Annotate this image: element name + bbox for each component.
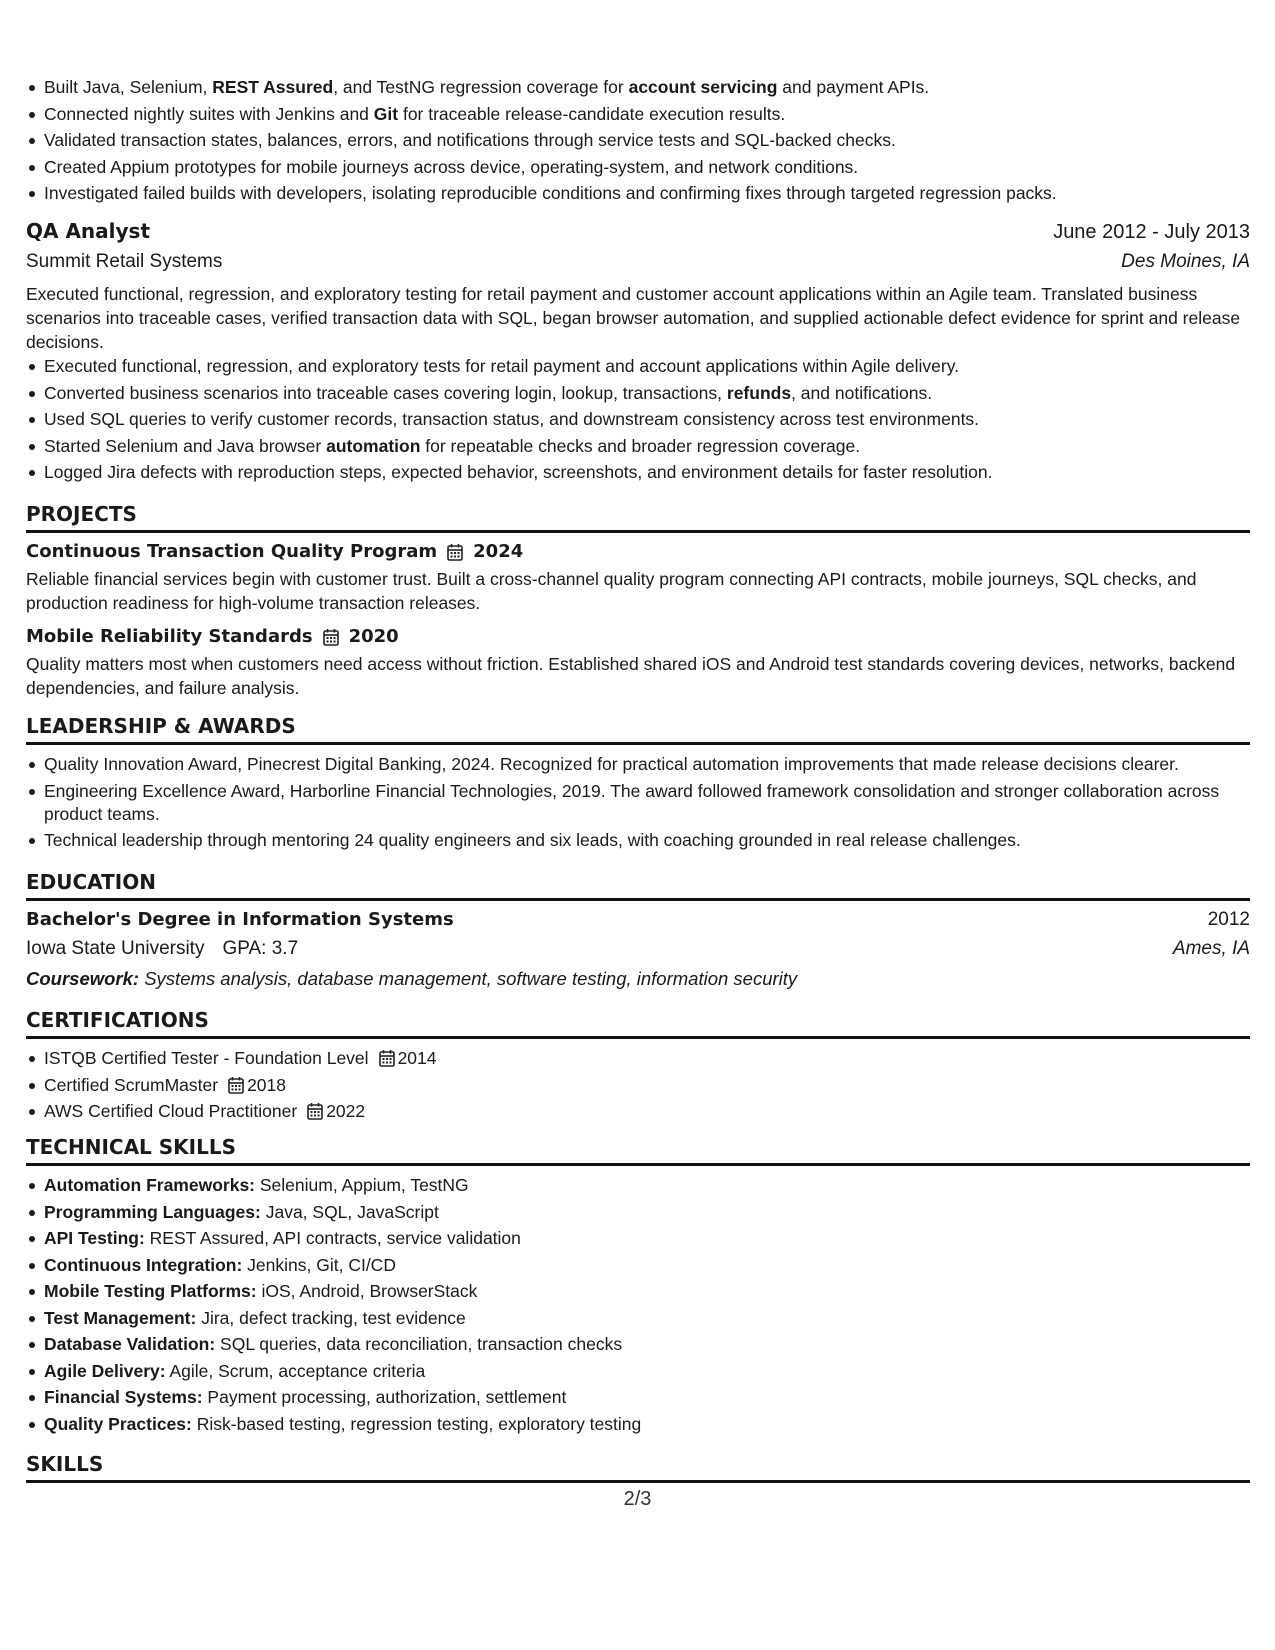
- coursework-list: Systems analysis, database management, software testing, information security: [144, 968, 798, 989]
- certification-year: 2018: [247, 1074, 287, 1095]
- skill-item: [26, 1333, 1250, 1356]
- skill-values: Selenium, Appium, TestNG: [255, 1175, 469, 1195]
- project-name: Continuous Transaction Quality Program: [26, 541, 438, 562]
- skill-values: Risk-based testing, regression testing, exploratory testing: [191, 1413, 642, 1434]
- project-entry: [26, 541, 1250, 615]
- gpa: GPA: 3.7: [222, 938, 299, 959]
- skill-item: [26, 1174, 1250, 1197]
- section-heading-education: EDUCATION: [26, 870, 1250, 901]
- skill-item: [26, 1227, 1250, 1250]
- skill-category: Database Validation:: [44, 1334, 216, 1354]
- skill-category: Test Management:: [44, 1307, 197, 1328]
- section-heading-projects: PROJECTS: [26, 502, 1250, 533]
- section-heading-technical-skills: TECHNICAL SKILLS: [26, 1135, 1250, 1166]
- section-heading-certifications: CERTIFICATIONS: [26, 1008, 1250, 1039]
- skill-values: Jira, defect tracking, test evidence: [196, 1307, 466, 1328]
- skill-values: Payment processing, authorization, settlement: [202, 1387, 567, 1407]
- leadership-list: [26, 753, 1250, 852]
- list-item: Logged Jira defects with reproduction steps, expected behavior, screenshots, and environment details for faster resolution.: [26, 461, 1250, 484]
- skill-values: Java, SQL, JavaScript: [260, 1201, 439, 1222]
- skill-category: Quality Practices:: [44, 1413, 192, 1434]
- skill-item: [26, 1307, 1250, 1330]
- calendar-icon: [228, 1076, 244, 1094]
- list-item: Validated transaction states, balances, errors, and notifications through service tests and SQL-backed checks.: [26, 129, 1250, 152]
- certification-item: [26, 1100, 1250, 1123]
- list-item: Engineering Excellence Award, Harborline Financial Technologies, 2019. The award followed framework consolidation and stronger collaboration across product teams.: [26, 780, 1250, 826]
- list-item: Technical leadership through mentoring 24 quality engineers and six leads, with coaching grounded in real release challenges.: [26, 829, 1250, 852]
- calendar-icon: [323, 628, 339, 646]
- certification-item: [26, 1047, 1250, 1070]
- skill-category: Mobile Testing Platforms:: [44, 1281, 257, 1301]
- project-entry: [26, 626, 1250, 700]
- skill-item: [26, 1254, 1250, 1277]
- technical-skills-list: [26, 1174, 1250, 1436]
- project-description: Quality matters most when customers need access without friction. Established shared iOS and Android test standards covering devices, networks, backend dependencies, and failure analysis.: [26, 654, 1236, 698]
- previous-job-bullets: [26, 76, 1250, 205]
- page-number: 2/3: [623, 1488, 652, 1510]
- skill-category: Programming Languages:: [44, 1201, 261, 1222]
- skill-category: API Testing:: [44, 1228, 145, 1248]
- skill-category: Automation Frameworks:: [44, 1175, 255, 1195]
- school-location: Ames, IA: [1172, 938, 1250, 959]
- skill-values: REST Assured, API contracts, service validation: [144, 1228, 521, 1248]
- skill-values: Jenkins, Git, CI/CD: [242, 1254, 396, 1275]
- skill-item: [26, 1201, 1250, 1224]
- projects-list: [26, 541, 1250, 700]
- section-heading-leadership: LEADERSHIP & AWARDS: [26, 714, 1250, 745]
- skill-category: Agile Delivery:: [44, 1360, 166, 1381]
- certification-year: 2022: [326, 1101, 366, 1121]
- graduation-year: 2012: [1207, 909, 1250, 930]
- job-summary: Executed functional, regression, and exploratory testing for retail payment and customer account applications within an Agile team. Translated business scenarios into traceable cases, verified transaction data with SQL, began browser automation, and supplied actionable defect evidence for sprint and release decisions.: [26, 284, 1241, 352]
- job-title: QA Analyst: [26, 219, 151, 243]
- skill-item: [26, 1280, 1250, 1303]
- calendar-icon: [447, 543, 463, 561]
- list-item: Connected nightly suites with Jenkins and Git for traceable release-candidate execution results.: [26, 103, 1250, 126]
- list-item: Created Appium prototypes for mobile journeys across device, operating-system, and network conditions.: [26, 156, 1250, 179]
- list-item: Quality Innovation Award, Pinecrest Digital Banking, 2024. Recognized for practical automation improvements that made release decisions clearer.: [26, 753, 1250, 776]
- skill-values: Agile, Scrum, acceptance criteria: [165, 1360, 426, 1381]
- skill-category: Continuous Integration:: [44, 1254, 243, 1275]
- certification-name: AWS Certified Cloud Practitioner: [44, 1101, 298, 1121]
- project-name: Mobile Reliability Standards: [26, 626, 313, 647]
- job-bullets: [26, 355, 1250, 484]
- calendar-icon: [379, 1049, 395, 1067]
- list-item: Executed functional, regression, and exploratory tests for retail payment and account applications within Agile delivery.: [26, 355, 1250, 378]
- skill-item: [26, 1360, 1250, 1383]
- education-entry: [26, 909, 1250, 990]
- coursework: [26, 968, 1250, 990]
- certification-year: 2014: [397, 1048, 437, 1068]
- skill-item: [26, 1386, 1250, 1409]
- skill-values: SQL queries, data reconciliation, transaction checks: [215, 1334, 623, 1354]
- certification-name: ISTQB Certified Tester - Foundation Level: [44, 1048, 369, 1068]
- skill-item: [26, 1413, 1250, 1436]
- section-heading-skills: SKILLS: [26, 1452, 1250, 1483]
- degree-name: Bachelor's Degree in Information Systems: [26, 909, 454, 930]
- school-name: Iowa State University: [26, 938, 205, 959]
- certifications-list: [26, 1047, 1250, 1123]
- coursework-label: Coursework:: [26, 968, 140, 989]
- project-description: Reliable financial services begin with customer trust. Built a cross-channel quality program connecting API contracts, mobile journeys, SQL checks, and production readiness for high-volume transaction releases.: [26, 569, 1197, 613]
- company-name: Summit Retail Systems: [26, 251, 223, 272]
- skill-category: Financial Systems:: [44, 1387, 203, 1407]
- resume-page: [26, 76, 1250, 1491]
- list-item: Built Java, Selenium, REST Assured, and TestNG regression coverage for account servicing and payment APIs.: [26, 76, 1250, 99]
- certification-item: [26, 1074, 1250, 1097]
- calendar-icon: [307, 1102, 323, 1120]
- job-location: Des Moines, IA: [1121, 251, 1250, 272]
- list-item: Used SQL queries to verify customer records, transaction status, and downstream consistency across test environments.: [26, 408, 1250, 431]
- skill-values: iOS, Android, BrowserStack: [256, 1281, 478, 1301]
- list-item: Investigated failed builds with developers, isolating reproducible conditions and confirming fixes through targeted regression packs.: [26, 182, 1250, 205]
- list-item: Started Selenium and Java browser automation for repeatable checks and broader regression coverage.: [26, 435, 1250, 458]
- list-item: Converted business scenarios into traceable cases covering login, lookup, transactions, refunds, and notifications.: [26, 382, 1250, 405]
- project-year: 2024: [473, 541, 524, 562]
- project-year: 2020: [348, 626, 399, 647]
- job-dates: June 2012 - July 2013: [1053, 221, 1250, 243]
- job-entry: [26, 219, 1250, 484]
- certification-name: Certified ScrumMaster: [44, 1074, 219, 1095]
